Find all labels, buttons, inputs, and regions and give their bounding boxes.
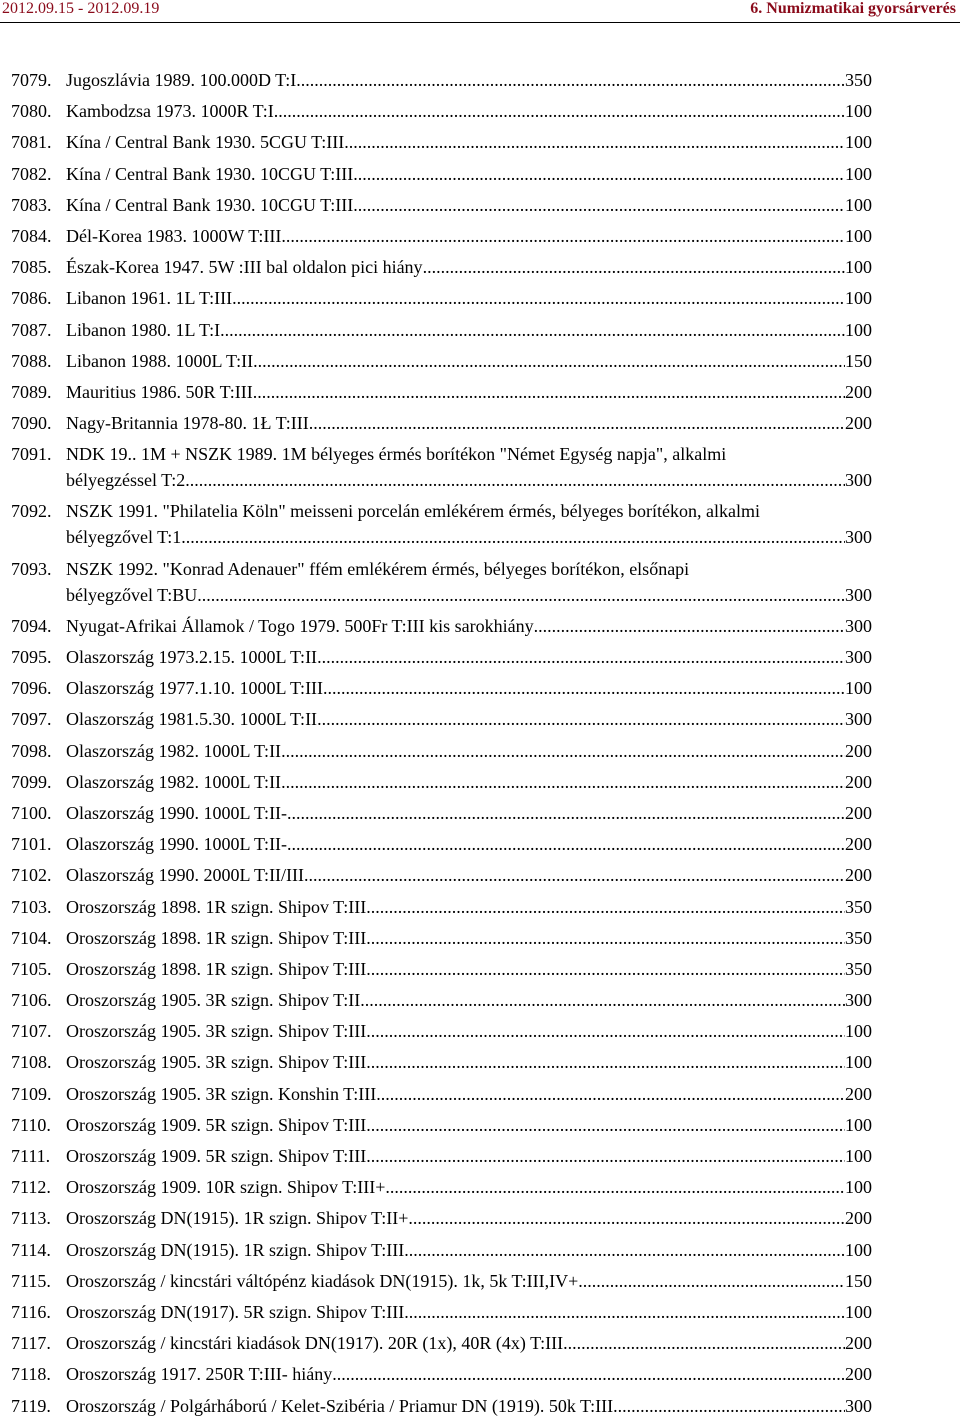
lot-body: [66, 862, 872, 888]
lot-description: NSZK 1992. "Konrad Adenauer" ffém emlékérem érmés, bélyeges borítékon, elsőnapi: [66, 558, 690, 579]
lot-description: Oroszország 1898. 1R szign. Shipov T:III: [66, 958, 367, 979]
lot-description: Kína / Central Bank 1930. 10CGU T:III: [66, 163, 354, 184]
dot-leader: [185, 467, 845, 493]
lot-price: 350: [845, 70, 872, 90]
lot-entry: [0, 1361, 960, 1387]
lot-body: [66, 644, 872, 670]
lot-entry: [0, 441, 960, 493]
lot-price: 200: [845, 1333, 872, 1354]
lot-line-final: [66, 192, 872, 218]
lot-body: [66, 441, 872, 493]
lot-price: 150: [845, 1270, 872, 1291]
lot-body: [66, 894, 872, 920]
lot-number: 7093.: [11, 558, 52, 579]
lot-entry: [0, 644, 960, 670]
lot-description: Kína / Central Bank 1930. 5CGU T:III: [66, 132, 345, 153]
lot-price: 150: [845, 350, 872, 371]
lot-body: [66, 706, 872, 732]
dot-leader: [332, 1361, 845, 1387]
lot-description: Olaszország 1973.2.15. 1000L T:II: [66, 647, 318, 667]
lot-line: [66, 556, 872, 582]
lot-number: 7112.: [11, 1177, 51, 1198]
lot-price: 100: [845, 1146, 872, 1166]
lot-number: 7111.: [11, 1146, 51, 1166]
dot-leader: [181, 524, 845, 550]
lot-number: 7079.: [11, 70, 52, 90]
lot-price: 200: [845, 802, 872, 823]
lot-line-final: [66, 1393, 872, 1419]
lot-price: 300: [845, 527, 872, 548]
lot-price: 300: [845, 1395, 872, 1416]
lot-number: 7114.: [11, 1239, 51, 1260]
lot-price: 100: [845, 1052, 872, 1073]
dot-leader: [534, 613, 845, 639]
lot-price: 100: [845, 225, 872, 246]
lot-body: [66, 285, 872, 311]
lot-body: [66, 1174, 872, 1200]
lot-entry: [0, 738, 960, 764]
lot-description: Oroszország DN(1917). 5R szign. Shipov T:III: [66, 1301, 405, 1322]
lot-body: [66, 613, 872, 639]
lot-entry: [0, 1237, 960, 1263]
dot-leader: [323, 675, 845, 701]
lot-description: Olaszország 1990. 1000L T:II-: [66, 834, 288, 855]
lot-description: Dél-Korea 1983. 1000W T:III: [66, 225, 282, 246]
lot-description: Jugoszlávia 1989. 100.000D T:I: [66, 70, 297, 90]
lot-entry: [0, 379, 960, 405]
lot-number: 7100.: [11, 802, 52, 823]
dot-leader: [287, 800, 845, 826]
lot-line-final: [66, 129, 872, 155]
lot-description: NSZK 1991. "Philatelia Köln" meisseni porcelán emlékérem érmés, bélyeges borítékon, alkalmi: [66, 501, 761, 522]
lot-number: 7096.: [11, 678, 52, 699]
lot-number: 7118.: [11, 1364, 51, 1385]
lot-description: Olaszország 1977.1.10. 1000L T:III: [66, 678, 324, 699]
lot-price: 100: [845, 1114, 872, 1135]
lot-line-final: [66, 1049, 872, 1075]
dot-leader: [376, 1081, 845, 1107]
lot-line-final: [66, 1268, 872, 1294]
lot-price: 300: [845, 709, 872, 730]
dot-leader: [232, 285, 845, 311]
lot-line-final: [66, 894, 872, 920]
lot-entry: [0, 498, 960, 550]
lot-entry: [0, 285, 960, 311]
dot-leader: [353, 161, 845, 187]
lot-line-final: [66, 1237, 872, 1263]
date-range: 2012.09.15 - 2012.09.19: [2, 0, 160, 17]
lot-number: 7116.: [11, 1301, 51, 1322]
dot-leader: [366, 956, 845, 982]
lot-line-final: [66, 285, 872, 311]
lot-description: Olaszország 1990. 1000L T:II-: [66, 802, 288, 823]
lot-number: 7087.: [11, 319, 52, 340]
lot-body: [66, 1049, 872, 1075]
lot-price: 300: [845, 470, 872, 491]
lot-line-final: [66, 769, 872, 795]
lot-body: [66, 1143, 872, 1169]
lot-description: bélyegzővel T:1: [66, 527, 182, 548]
lot-line-final: [66, 862, 872, 888]
lot-line-final: [66, 738, 872, 764]
lot-price: 350: [845, 958, 872, 979]
page-header: [0, 0, 960, 20]
lot-number: 7089.: [11, 381, 52, 402]
lot-description: Észak-Korea 1947. 5W :III bal oldalon pici hiány: [66, 257, 423, 278]
lot-body: [66, 410, 872, 436]
lot-number: 7106.: [11, 990, 52, 1011]
dot-leader: [423, 254, 845, 280]
lot-number: 7117.: [11, 1333, 51, 1354]
lot-body: [66, 1299, 872, 1325]
lot-number: 7094.: [11, 615, 52, 636]
lot-description: Oroszország / Polgárháború / Kelet-Szibéria / Priamur DN (1919). 50k T:III: [66, 1395, 614, 1416]
lot-price: 100: [845, 1021, 872, 1042]
lot-body: [66, 738, 872, 764]
lot-description: Oroszország 1905. 3R szign. Konshin T:III: [66, 1083, 377, 1104]
lot-body: [66, 800, 872, 826]
lot-entry: [0, 987, 960, 1013]
lot-description: Oroszország DN(1915). 1R szign. Shipov T:II+: [66, 1208, 409, 1229]
dot-leader: [281, 223, 845, 249]
lot-description: Olaszország 1982. 1000L T:II: [66, 771, 282, 792]
lot-description: Kína / Central Bank 1930. 10CGU T:III: [66, 194, 354, 215]
lot-entry: [0, 1393, 960, 1419]
lot-body: [66, 254, 872, 280]
lot-entry: [0, 317, 960, 343]
dot-leader: [385, 1174, 845, 1200]
lot-line-final: [66, 254, 872, 280]
lot-entry: [0, 894, 960, 920]
lot-entry: [0, 1143, 960, 1169]
lot-description: Kambodzsa 1973. 1000R T:I: [66, 101, 274, 122]
lot-number: 7080.: [11, 101, 52, 122]
lot-entry: [0, 254, 960, 280]
lot-body: [66, 769, 872, 795]
lot-entry: [0, 1299, 960, 1325]
lot-number: 7108.: [11, 1052, 52, 1073]
lot-price: 100: [845, 163, 872, 184]
lot-line-final: [66, 161, 872, 187]
dot-leader: [287, 831, 845, 857]
lot-price: 200: [845, 740, 872, 761]
dot-leader: [220, 317, 845, 343]
lot-body: [66, 379, 872, 405]
lot-description: Oroszország DN(1915). 1R szign. Shipov T:III: [66, 1239, 405, 1260]
lot-description: Libanon 1961. 1L T:III: [66, 288, 233, 309]
lot-body: [66, 556, 872, 608]
lot-number: 7107.: [11, 1021, 52, 1042]
lot-number: 7113.: [11, 1208, 51, 1229]
lot-description: Oroszország 1909. 10R szign. Shipov T:III+: [66, 1177, 386, 1198]
dot-leader: [404, 1299, 845, 1325]
lot-body: [66, 161, 872, 187]
page-title: 6. Numizmatikai gyorsárverés: [750, 0, 956, 17]
lot-number: 7095.: [11, 647, 52, 667]
lot-line-final: [66, 706, 872, 732]
lot-price: 100: [845, 678, 872, 699]
lot-description: Oroszország / kincstári kiadások DN(1917). 20R (1x), 40R (4x) T:III: [66, 1333, 564, 1354]
lot-number: 7119.: [11, 1395, 51, 1416]
dot-leader: [296, 67, 845, 93]
dot-leader: [253, 348, 845, 374]
lot-line-final: [66, 925, 872, 951]
lot-price: 300: [845, 990, 872, 1011]
lot-description: Libanon 1980. 1L T:I: [66, 319, 221, 340]
lot-entry: [0, 675, 960, 701]
lot-number: 7091.: [11, 444, 52, 465]
lot-number: 7081.: [11, 132, 52, 153]
lot-number: 7086.: [11, 288, 52, 309]
lot-line-final: [66, 582, 872, 608]
lot-number: 7102.: [11, 865, 52, 886]
lot-number: 7090.: [11, 413, 52, 434]
lot-body: [66, 1330, 872, 1356]
lot-entry: [0, 862, 960, 888]
lot-entry: [0, 1049, 960, 1075]
dot-leader: [344, 129, 845, 155]
dot-leader: [613, 1393, 845, 1419]
lot-line-final: [66, 1143, 872, 1169]
lot-body: [66, 67, 872, 93]
lot-number: 7088.: [11, 350, 52, 371]
lot-body: [66, 1237, 872, 1263]
lot-body: [66, 1361, 872, 1387]
lot-number: 7101.: [11, 834, 52, 855]
lot-price: 100: [845, 288, 872, 309]
lot-number: 7109.: [11, 1083, 52, 1104]
lot-line-final: [66, 1361, 872, 1387]
lot-price: 200: [845, 381, 872, 402]
lot-price: 200: [845, 1364, 872, 1385]
lot-line-final: [66, 1299, 872, 1325]
lot-description: Oroszország 1917. 250R T:III- hiány: [66, 1364, 333, 1385]
lot-line-final: [66, 1205, 872, 1231]
lot-entry: [0, 1268, 960, 1294]
dot-leader: [317, 706, 845, 732]
lot-description: Olaszország 1981.5.30. 1000L T:II: [66, 709, 318, 730]
lot-price: 100: [845, 194, 872, 215]
dot-leader: [366, 1112, 845, 1138]
lot-body: [66, 675, 872, 701]
dot-leader: [366, 1018, 845, 1044]
lot-body: [66, 1268, 872, 1294]
lot-body: [66, 98, 872, 124]
header-divider: [0, 22, 960, 23]
lot-body: [66, 498, 872, 550]
lot-price: 350: [845, 896, 872, 917]
lot-body: [66, 348, 872, 374]
lot-number: 7110.: [11, 1114, 51, 1135]
lot-entry: [0, 1330, 960, 1356]
lot-price: 100: [845, 1301, 872, 1322]
lot-entry: [0, 192, 960, 218]
lot-line-final: [66, 956, 872, 982]
lot-number: 7097.: [11, 709, 52, 730]
lot-line-final: [66, 831, 872, 857]
lot-body: [66, 1112, 872, 1138]
lot-description: Libanon 1988. 1000L T:II: [66, 350, 254, 371]
lot-description: Nagy-Britannia 1978-80. 1Ł T:III: [66, 413, 309, 434]
lot-entry: [0, 1018, 960, 1044]
dot-leader: [274, 98, 845, 124]
lot-body: [66, 831, 872, 857]
lot-price: 200: [845, 1083, 872, 1104]
lot-entry: [0, 800, 960, 826]
lot-price: 300: [845, 615, 872, 636]
lot-entry: [0, 831, 960, 857]
lot-line-final: [66, 613, 872, 639]
lot-price: 100: [845, 101, 872, 122]
lot-entry: [0, 956, 960, 982]
dot-leader: [281, 738, 845, 764]
dot-leader: [360, 987, 845, 1013]
lot-line-final: [66, 1112, 872, 1138]
lot-line-final: [66, 1081, 872, 1107]
lot-price: 200: [845, 1208, 872, 1229]
lot-number: 7099.: [11, 771, 52, 792]
lot-body: [66, 1393, 872, 1419]
lot-description: bélyegzéssel T:2: [66, 470, 186, 491]
lot-entry: [0, 348, 960, 374]
dot-leader: [253, 379, 845, 405]
lot-entry: [0, 98, 960, 124]
dot-leader: [366, 1143, 845, 1169]
lot-entry: [0, 161, 960, 187]
lot-body: [66, 1081, 872, 1107]
lot-number: 7084.: [11, 225, 52, 246]
lot-description: Mauritius 1986. 50R T:III: [66, 381, 253, 402]
lot-entry: [0, 1112, 960, 1138]
lot-price: 200: [845, 413, 872, 434]
lot-number: 7085.: [11, 257, 52, 278]
lot-line-final: [66, 410, 872, 436]
lot-line: [66, 441, 872, 467]
lot-number: 7104.: [11, 927, 52, 948]
dot-leader: [304, 862, 845, 888]
dot-leader: [317, 644, 845, 670]
lot-price: 100: [845, 319, 872, 340]
lot-price: 200: [845, 771, 872, 792]
lot-description: Nyugat-Afrikai Államok / Togo 1979. 500Fr T:III kis sarokhiány: [66, 615, 534, 636]
lot-entry: [0, 1205, 960, 1231]
lot-line-final: [66, 67, 872, 93]
lot-line-final: [66, 644, 872, 670]
lot-price: 200: [845, 834, 872, 855]
lot-entry: [0, 129, 960, 155]
lot-line-final: [66, 379, 872, 405]
dot-leader: [281, 769, 845, 795]
lot-entry: [0, 1081, 960, 1107]
lot-line-final: [66, 1018, 872, 1044]
lot-price: 350: [845, 927, 872, 948]
lot-line-final: [66, 348, 872, 374]
lot-line-final: [66, 98, 872, 124]
lot-entry: [0, 1174, 960, 1200]
lot-list: [0, 67, 960, 1424]
lot-description: Olaszország 1982. 1000L T:II: [66, 740, 282, 761]
lot-description: Oroszország 1905. 3R szign. Shipov T:III: [66, 1021, 367, 1042]
lot-description: Oroszország 1909. 5R szign. Shipov T:III: [66, 1146, 367, 1166]
lot-description: Oroszország 1905. 3R szign. Shipov T:III: [66, 1052, 367, 1073]
dot-leader: [366, 894, 845, 920]
lot-line-final: [66, 524, 872, 550]
lot-body: [66, 223, 872, 249]
lot-description: NDK 19.. 1M + NSZK 1989. 1M bélyeges érmés borítékon "Német Egység napja", alkalmi: [66, 444, 727, 465]
lot-line-final: [66, 987, 872, 1013]
lot-price: 100: [845, 1239, 872, 1260]
dot-leader: [404, 1237, 845, 1263]
lot-number: 7105.: [11, 958, 52, 979]
lot-entry: [0, 925, 960, 951]
lot-entry: [0, 67, 960, 93]
lot-description: Oroszország 1909. 5R szign. Shipov T:III: [66, 1114, 367, 1135]
lot-price: 300: [845, 584, 872, 605]
lot-body: [66, 956, 872, 982]
lot-entry: [0, 410, 960, 436]
dot-leader: [197, 582, 845, 608]
lot-body: [66, 987, 872, 1013]
lot-line: [66, 498, 872, 524]
lot-body: [66, 317, 872, 343]
lot-number: 7115.: [11, 1270, 51, 1291]
lot-price: 100: [845, 257, 872, 278]
lot-body: [66, 925, 872, 951]
lot-description: bélyegzővel T:BU: [66, 584, 198, 605]
lot-line-final: [66, 1330, 872, 1356]
lot-number: 7083.: [11, 194, 52, 215]
lot-price: 100: [845, 1177, 872, 1198]
lot-description: Olaszország 1990. 2000L T:II/III: [66, 865, 305, 886]
lot-entry: [0, 556, 960, 608]
lot-number: 7103.: [11, 896, 52, 917]
lot-body: [66, 1018, 872, 1044]
lot-price: 200: [845, 865, 872, 886]
lot-price: 100: [845, 132, 872, 153]
lot-entry: [0, 706, 960, 732]
dot-leader: [408, 1205, 845, 1231]
lot-line-final: [66, 317, 872, 343]
lot-number: 7092.: [11, 501, 52, 522]
lot-description: Oroszország 1898. 1R szign. Shipov T:III: [66, 896, 367, 917]
lot-description: Oroszország 1905. 3R szign. Shipov T:II: [66, 990, 361, 1011]
lot-entry: [0, 769, 960, 795]
lot-number: 7082.: [11, 163, 52, 184]
lot-body: [66, 192, 872, 218]
lot-line-final: [66, 467, 872, 493]
lot-body: [66, 129, 872, 155]
dot-leader: [366, 1049, 845, 1075]
dot-leader: [353, 192, 845, 218]
lot-price: 300: [845, 647, 872, 667]
lot-line-final: [66, 223, 872, 249]
lot-description: Oroszország / kincstári váltópénz kiadások DN(1915). 1k, 5k T:III,IV+: [66, 1270, 579, 1291]
lot-description: Oroszország 1898. 1R szign. Shipov T:III: [66, 927, 367, 948]
dot-leader: [563, 1330, 845, 1356]
lot-body: [66, 1205, 872, 1231]
lot-number: 7098.: [11, 740, 52, 761]
lot-entry: [0, 223, 960, 249]
dot-leader: [309, 410, 845, 436]
dot-leader: [578, 1268, 845, 1294]
lot-entry: [0, 613, 960, 639]
lot-line-final: [66, 675, 872, 701]
lot-line-final: [66, 800, 872, 826]
dot-leader: [366, 925, 845, 951]
lot-line-final: [66, 1174, 872, 1200]
